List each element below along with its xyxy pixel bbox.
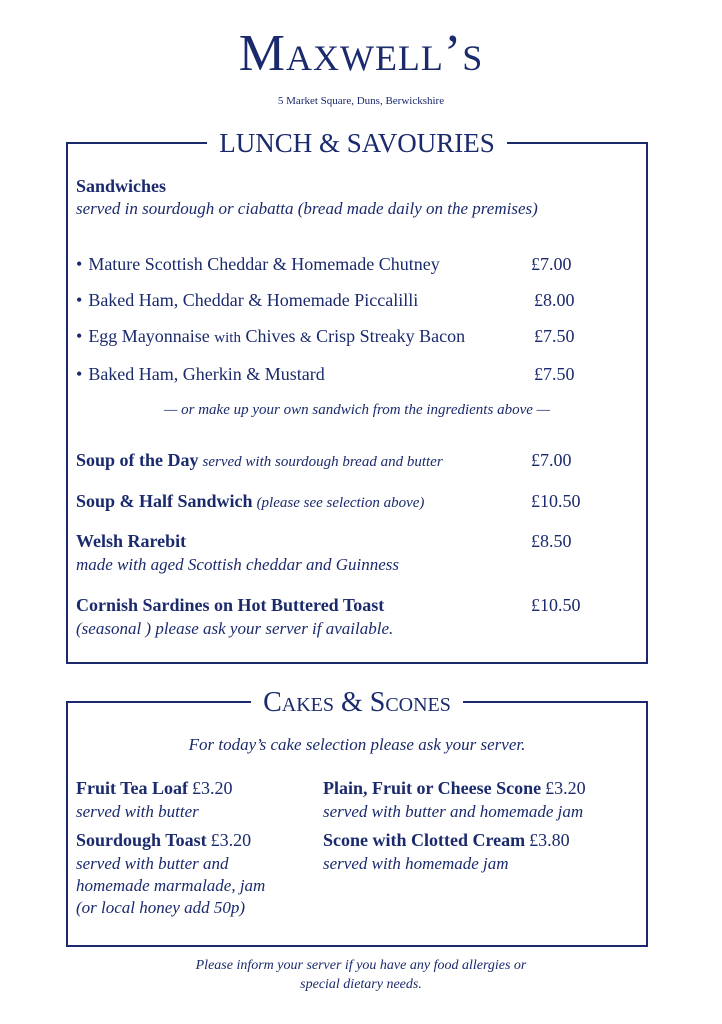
sandwich-name-part: Crisp Streaky Bacon [311, 326, 466, 346]
fruit-loaf-price: £3.20 [192, 778, 233, 798]
sandwich-item [76, 290, 418, 311]
clotted-item [323, 830, 570, 851]
bullet-icon: • [76, 326, 83, 346]
rarebit-price: £8.50 [531, 531, 572, 551]
cakes-section [66, 687, 648, 947]
sardines-name: Cornish Sardines on Hot Buttered Toast [76, 595, 385, 615]
sandwich-name: Mature Scottish Cheddar & Homemade Chutney [88, 254, 440, 274]
rarebit-name: Welsh Rarebit [76, 531, 187, 551]
sandwich-name-part: Chives [240, 326, 300, 346]
lunch-section [66, 128, 648, 664]
soup-half-name: Soup & Half Sandwich [76, 491, 253, 511]
restaurant-address: 5 Market Square, Duns, Berwickshire [277, 95, 445, 107]
scone-note: served with butter and homemade jam [323, 802, 584, 821]
sandwich-price: £8.00 [534, 290, 575, 310]
sandwich-name: Egg Mayonnaise [88, 326, 215, 346]
footer-line-1: Please inform your server if you have any food allergies or [195, 958, 527, 973]
scone-price: £3.20 [545, 778, 586, 798]
sandwich-item [76, 326, 465, 347]
soup-half-note: (please see selection above) [256, 495, 425, 511]
bullet-icon: • [76, 290, 83, 310]
soup-price: £7.00 [531, 450, 572, 470]
cakes-intro: For today’s cake selection please ask your server. [188, 735, 526, 754]
soup-half-price: £10.50 [531, 491, 581, 511]
fruit-loaf-name: Fruit Tea Loaf [76, 778, 189, 798]
fruit-loaf-note: served with butter [76, 802, 199, 821]
rarebit-note: made with aged Scottish cheddar and Guinness [76, 555, 399, 574]
sandwich-name: Baked Ham, Cheddar & Homemade Piccalilli [88, 290, 419, 310]
soup-item [76, 450, 443, 471]
toast-price: £3.20 [210, 830, 252, 850]
sandwich-price: £7.50 [534, 326, 575, 346]
clotted-price: £3.80 [529, 830, 570, 850]
sandwich-item [76, 364, 325, 385]
soup-note: served with sourdough bread and butter [202, 454, 443, 470]
make-own-note: — or make up your own sandwich from the ingredients above — [164, 402, 550, 418]
lunch-title-text: LUNCH & SAVOURIES [207, 128, 507, 158]
sandwich-name-with: with [214, 330, 241, 346]
clotted-note: served with homemade jam [323, 854, 509, 873]
scone-item [323, 778, 586, 799]
sardines-note: (seasonal ) please ask your server if available. [76, 619, 394, 638]
sardines-price: £10.50 [531, 595, 581, 615]
toast-note-2: homemade marmalade, jam [76, 876, 266, 895]
sandwiches-heading: Sandwiches [76, 176, 167, 196]
sandwich-price: £7.00 [531, 254, 572, 274]
toast-name: Sourdough Toast [76, 830, 207, 850]
toast-item [76, 830, 251, 851]
restaurant-title: Maxwell’s [238, 25, 484, 82]
fruit-loaf-item [76, 778, 233, 799]
scone-name: Plain, Fruit or Cheese Scone [323, 778, 542, 798]
footer-line-2: special dietary needs. [300, 977, 422, 992]
sandwich-item [76, 254, 440, 275]
soup-half-item [76, 491, 424, 512]
allergy-footer [0, 956, 722, 994]
soup-name: Soup of the Day [76, 450, 199, 470]
cakes-title-text: Cakes & Scones [251, 687, 463, 718]
sandwich-name-amp: & [299, 330, 312, 346]
sandwiches-note: served in sourdough or ciabatta (bread made daily on the premises) [76, 199, 538, 218]
toast-note-1: served with butter and [76, 854, 229, 873]
bullet-icon: • [76, 254, 83, 274]
lunch-section-title [68, 128, 646, 158]
sandwich-price: £7.50 [534, 364, 575, 384]
bullet-icon: • [76, 364, 83, 384]
clotted-name: Scone with Clotted Cream [323, 830, 526, 850]
cakes-section-title [68, 688, 646, 718]
toast-note-3: (or local honey add 50p) [76, 898, 246, 917]
sandwich-name: Baked Ham, Gherkin & Mustard [88, 364, 325, 384]
